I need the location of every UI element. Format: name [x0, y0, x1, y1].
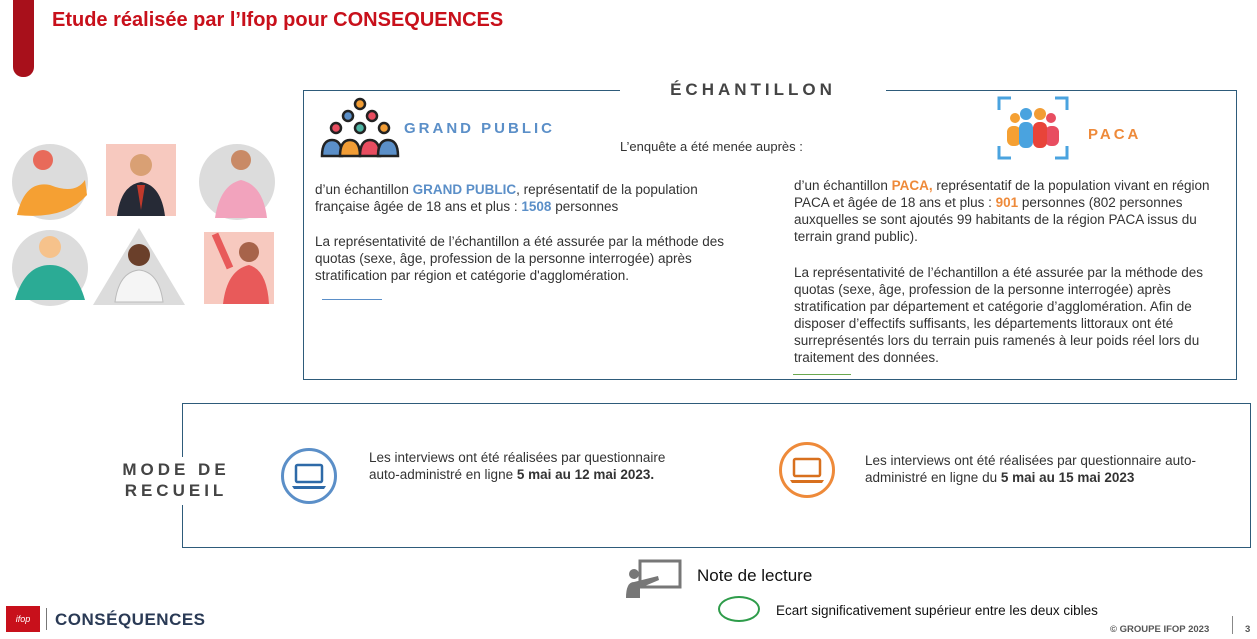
paca-highlight: PACA, [891, 178, 933, 193]
grand-public-count: 1508 [521, 199, 552, 214]
note-legend: Ecart significativement supérieur entre les deux cibles [776, 603, 1098, 618]
paca-group-icon [997, 96, 1069, 160]
survey-intro: L’enquête a été menée auprès : [620, 139, 803, 154]
consequences-logo: CONSÉQUENCES [55, 610, 206, 629]
note-title: Note de lecture [697, 566, 813, 585]
person-3-icon [199, 144, 275, 220]
laptop-icon-paca [779, 442, 835, 498]
ifop-logo: ifop [6, 606, 40, 632]
laptop-icon-grand-public [281, 448, 337, 504]
grand-public-description: d’un échantillon GRAND PUBLIC, représentatif de la population française âgée de 18 ans et plus : 1508 personnes [315, 182, 698, 214]
paca-count: 901 [995, 195, 1019, 210]
grand-public-label: GRAND PUBLIC [404, 120, 555, 137]
crowd-icon [318, 96, 402, 158]
paca-description: d’un échantillon PACA, représentatif de la population vivant en région PACA et âgée de 18 ans et plus : 901 personnes (802 personnes auxquelles se sont ajoutés 99 habitants de la région PACA issus du terrain grand public). [794, 178, 1210, 244]
people-illustration [5, 140, 280, 315]
mode-paca-text: Les interviews ont été réalisées par questionnaire auto-administré en ligne du 5 mai au 15 mai 2023 [865, 453, 1196, 485]
footer-separator [1232, 616, 1233, 634]
paca-method: La représentativité de l’échantillon a été assurée par la méthode des quotas (sexe, âge, profession de la personne interrogée) après stratification par département et catégorie d’agglomération. Afin de disposer d’effectifs suffisants, les départements littoraux ont été surreprésentés lors du terrain puis ramenés à leur poids réel lors du traitement des données. [794, 265, 1204, 365]
footer-copyright: © GROUPE IFOP 2023 [1110, 624, 1210, 635]
accent-bar [13, 0, 34, 77]
person-1-icon [12, 144, 88, 220]
person-5-icon [93, 228, 185, 305]
page-number: 3 [1245, 624, 1251, 635]
person-4-icon [12, 230, 88, 306]
paca-label: PACA [1088, 126, 1142, 143]
paca-divider [793, 374, 851, 375]
significance-oval-icon [718, 596, 760, 622]
grand-public-method: La représentativité de l’échantillon a été assurée par la méthode des quotas (sexe, âge, profession de la personne interrogée) après stratification par région et catégorie d'agglomération. [315, 234, 725, 283]
mode-grand-public-text: Les interviews ont été réalisées par questionnaire auto-administré en ligne 5 mai au 12 mai 2023. [369, 450, 666, 482]
mode-recueil-heading: MODE DE RECUEIL [112, 457, 240, 505]
page-title: Etude réalisée par l’Ifop pour CONSEQUENCES [52, 9, 504, 31]
grand-public-highlight: GRAND PUBLIC [412, 182, 517, 197]
person-6-icon [204, 232, 274, 304]
grand-public-divider [322, 299, 382, 300]
logo-separator [46, 608, 47, 630]
echantillon-heading: ÉCHANTILLON [620, 80, 886, 102]
person-2-icon [106, 144, 176, 216]
presentation-board-icon [624, 558, 684, 600]
